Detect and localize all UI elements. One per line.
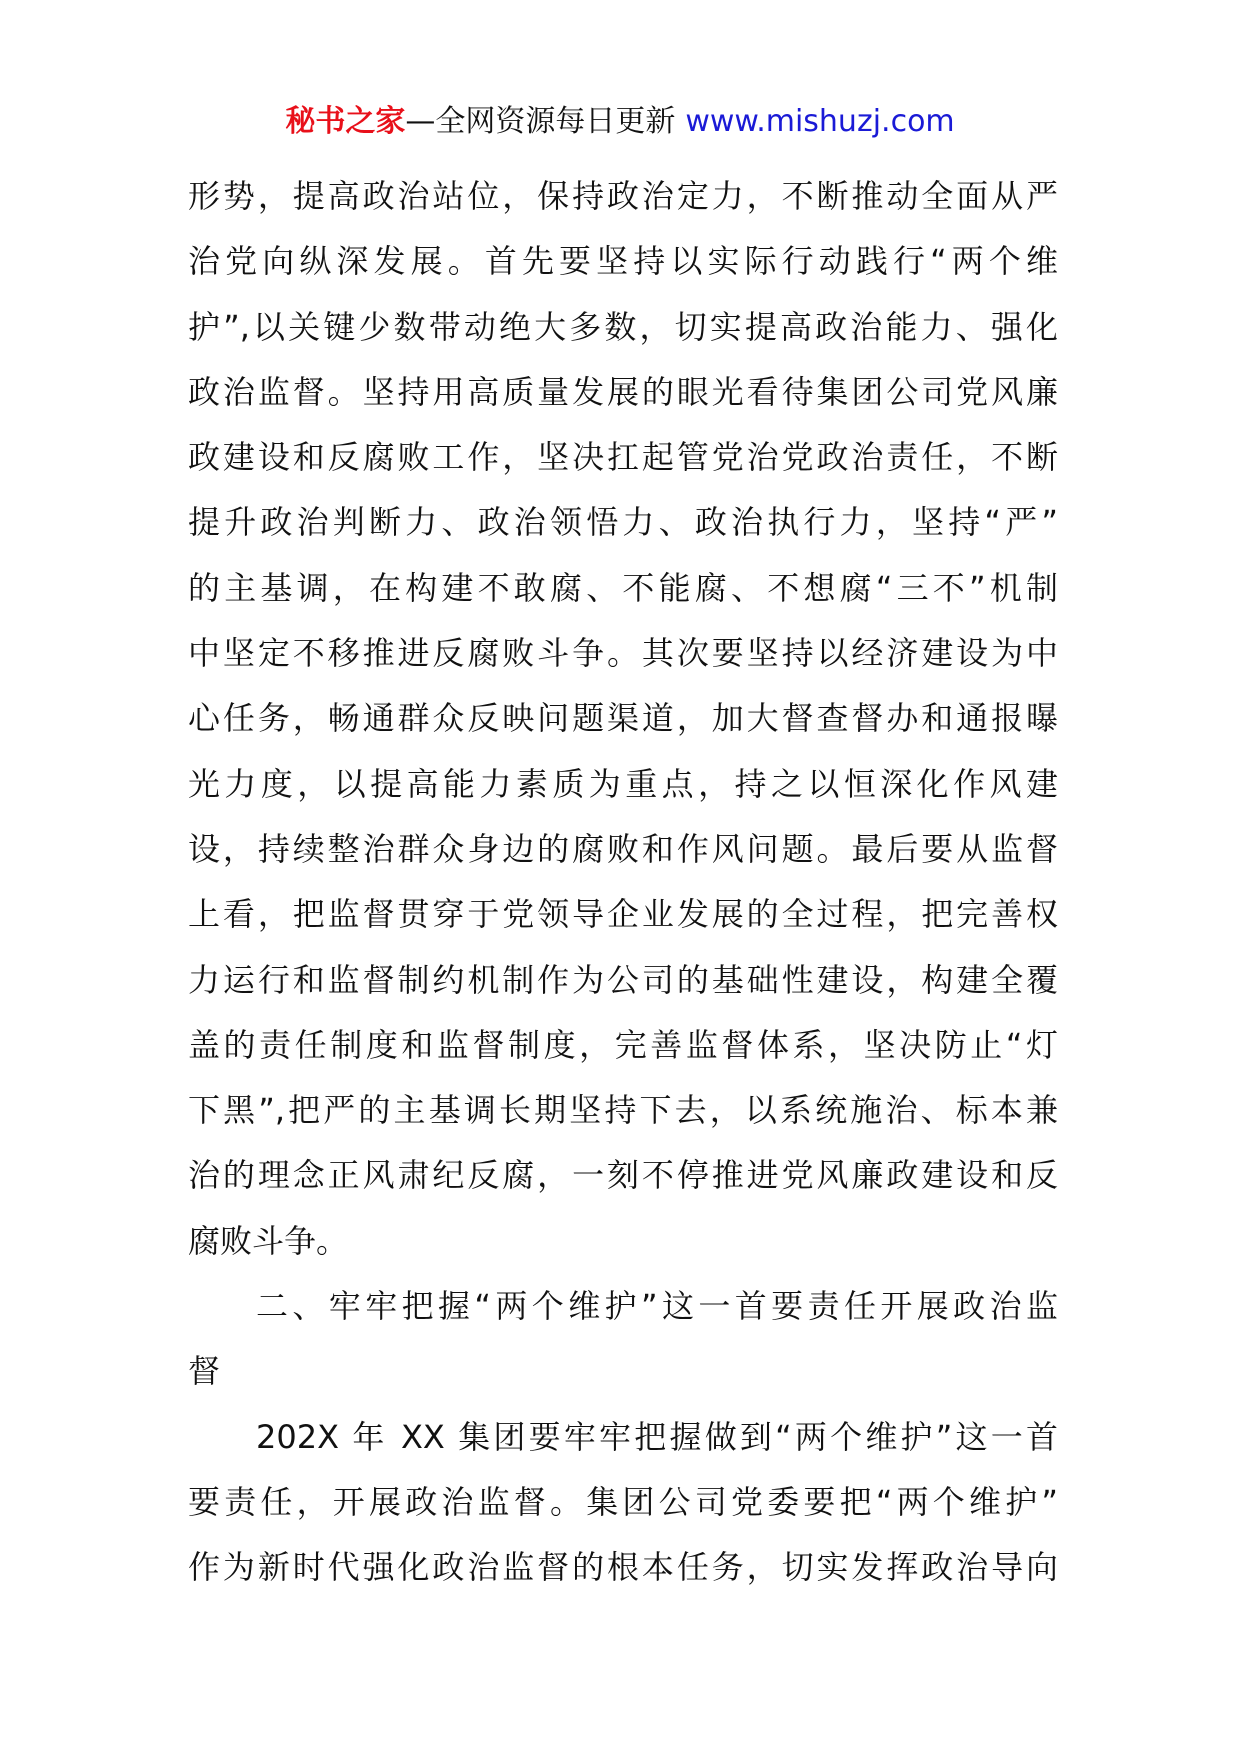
text-line: 腐败斗争。 bbox=[188, 1221, 349, 1260]
text-line: 政治监督。坚持用高质量发展的眼光看待集团公司党风廉 bbox=[188, 372, 1058, 411]
body-text bbox=[188, 164, 1058, 1601]
text-line: 设，持续整治群众身边的腐败和作风问题。最后要从监督 bbox=[188, 829, 1058, 868]
text-line: 政建设和反腐败工作，坚决扛起管党治党政治责任，不断 bbox=[188, 438, 1058, 477]
text-line: 要责任，开展政治监督。集团公司党委要把“两个维护” bbox=[188, 1482, 1058, 1521]
page-header bbox=[0, 102, 1240, 142]
brand-name: 秘书之家 bbox=[285, 104, 406, 139]
text-line: 盖的责任制度和监督制度，完善监督体系，坚决防止“灯 bbox=[188, 1025, 1058, 1064]
text-line: 护”,以关键少数带动绝大多数，切实提高政治能力、强化 bbox=[188, 307, 1058, 346]
website-link[interactable]: www.mishuzj.com bbox=[685, 104, 955, 139]
text-line: 治的理念正风肃纪反腐，一刻不停推进党风廉政建设和反 bbox=[188, 1156, 1058, 1195]
section-heading: 二、牢牢把握“两个维护”这一首要责任开展政治监 bbox=[256, 1287, 1058, 1326]
text-line: 202X 年 XX 集团要牢牢把握做到“两个维护”这一首 bbox=[256, 1417, 1058, 1456]
text-line: 提升政治判断力、政治领悟力、政治执行力，坚持“严” bbox=[188, 503, 1058, 542]
text-line: 中坚定不移推进反腐败斗争。其次要坚持以经济建设为中 bbox=[188, 634, 1058, 673]
text-line: 治党向纵深发展。首先要坚持以实际行动践行“两个维 bbox=[188, 242, 1058, 281]
text-line: 力运行和监督制约机制作为公司的基础性建设，构建全覆 bbox=[188, 960, 1058, 999]
text-line: 心任务，畅通群众反映问题渠道，加大督查督办和通报曝 bbox=[188, 699, 1058, 738]
text-line: 上看，把监督贯穿于党领导企业发展的全过程，把完善权 bbox=[188, 895, 1058, 934]
section-heading-continued: 督 bbox=[188, 1352, 221, 1391]
text-line: 光力度，以提高能力素质为重点，持之以恒深化作风建 bbox=[188, 764, 1058, 803]
text-line: 形势，提高政治站位，保持政治定力，不断推动全面从严 bbox=[188, 177, 1058, 215]
text-line: 下黑”,把严的主基调长期坚持下去，以系统施治、标本兼 bbox=[188, 1091, 1058, 1130]
header-tagline: —全网资源每日更新 bbox=[405, 104, 676, 139]
text-line: 的主基调，在构建不敢腐、不能腐、不想腐“三不”机制 bbox=[188, 568, 1058, 607]
text-line: 作为新时代强化政治监督的根本任务，切实发挥政治导向 bbox=[188, 1548, 1058, 1587]
